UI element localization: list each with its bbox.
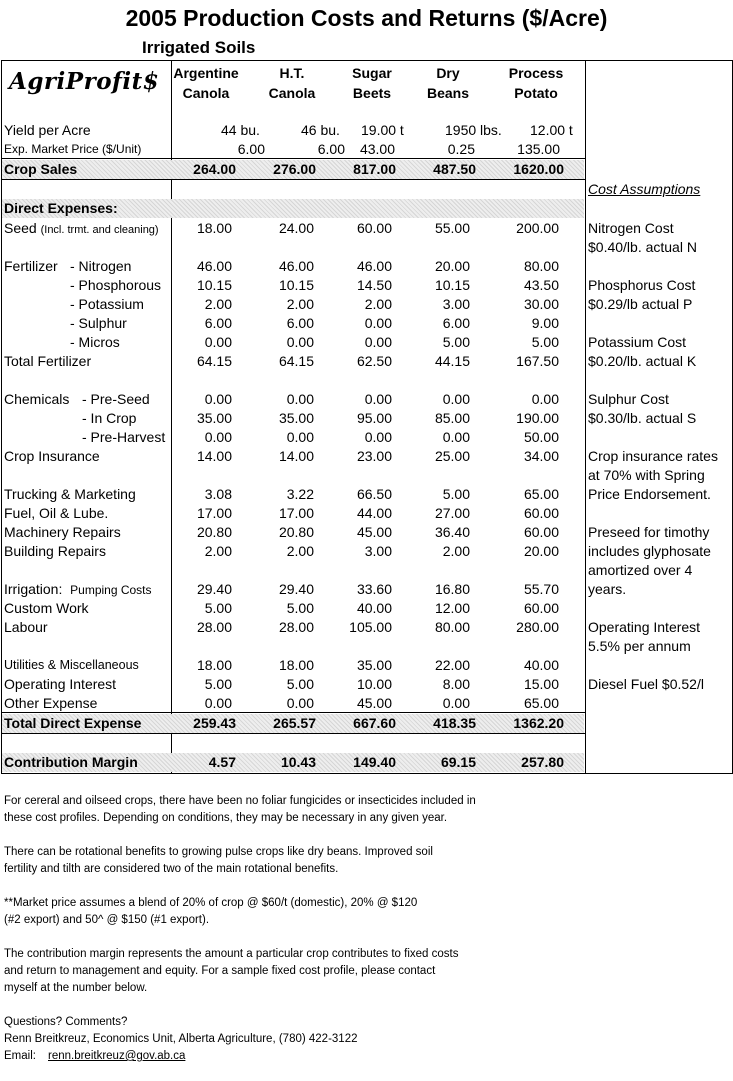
page-subtitle: Irrigated Soils [142,38,256,57]
email-link[interactable]: renn.breitkreuz@gov.ab.ca [48,1050,186,1062]
table-row-fertilizer: - Potassium 2.00 2.00 2.00 3.00 30.00 [70,296,559,312]
table-row-total-direct-expense: Total Direct Expense 259.43 265.57 667.60 418.35 1362.20 [4,715,564,731]
footnote-line: The contribution margin represents the amount a particular crop contributes to fixed costs [4,948,459,960]
table-row-fertilizer: - Micros 0.00 0.00 0.00 5.00 5.00 [70,334,559,350]
assumption-line: $0.29/lb actual P [588,296,693,312]
table-row-operating-interest: Operating Interest 5.00 5.00 10.00 8.00 15.00 [4,676,559,692]
assumption-line: Operating Interest [588,619,701,635]
column-header-ht-canola: H.T. Canola [268,65,316,101]
price-underline [1,158,586,159]
column-header-sugar-beets: Sugar Beets [352,65,392,101]
footnote-line: Email: [4,1050,36,1062]
table-row-crop-sales: Crop Sales 264.00 276.00 817.00 487.50 1620.00 [4,161,564,177]
table-row-market-price: Exp. Market Price ($/Unit) 6.00 6.00 43.00 0.25 135.00 [4,141,560,157]
cost-assumptions-heading: Cost Assumptions [588,181,701,197]
assumption-line: Preseed for timothy [588,524,710,540]
footnote-line: For cereral and oilseed crops, there have been no foliar fungicides or insecticides included in [4,795,476,807]
table-row-fertilizer: - Nitrogen 46.00 46.00 46.00 20.00 80.00 [70,258,559,274]
table-row-expense: Building Repairs 2.00 2.00 3.00 2.00 20.00 [4,543,559,559]
table-row-utilities: Utilities & Miscellaneous 18.00 18.00 35.00 22.00 40.00 [4,657,559,673]
table-row-expense: Machinery Repairs 20.80 20.80 45.00 36.40 60.00 [4,524,559,540]
chemicals-label: Chemicals [4,391,70,407]
column-header-dry-beans: Dry Beans [426,65,470,101]
assumption-line: 5.5% per annum [588,638,691,654]
table-row-expense: Fuel, Oil & Lube. 17.00 17.00 44.00 27.00 60.00 [4,505,559,521]
table-row-other-expense: Other Expense 0.00 0.00 45.00 0.00 65.00 [4,695,559,711]
footnote-line: Questions? Comments? [4,1016,128,1028]
assumption-line: amortized over 4 [588,562,693,578]
footnote-line: these cost profiles. Depending on conditions, they may be necessary in any given year. [4,812,448,824]
table-row-seed: Seed (Incl. trmt. and cleaning) 18.00 24.00 60.00 55.00 200.00 [4,220,559,236]
assumption-line: $0.40/lb. actual N [588,239,697,255]
table-row-irrigation: Irrigation: Pumping Costs 29.40 29.40 33.60 16.80 55.70 [4,581,559,597]
assumption-line: Price Endorsement. [588,486,711,502]
assumption-line: Potassium Cost [588,334,687,350]
footnote-line: myself at the number below. [4,982,148,994]
table-bottom-border [1,773,733,774]
footnote-line: **Market price assumes a blend of 20% of crop @ $60/t (domestic), 20% @ $120 [4,897,418,909]
assumption-line: $0.30/lb. actual S [588,410,697,426]
table-row-expense: Crop Insurance 14.00 14.00 23.00 25.00 34.00 [4,448,559,464]
assumption-line: years. [588,581,627,597]
crop-sales-underline [1,179,586,180]
footnote-line: and return to management and equity. For a sample fixed cost profile, please contact [4,965,436,977]
assumption-line: Phosphorus Cost [588,277,696,293]
table-row-expense: Trucking & Marketing 3.08 3.22 66.50 5.00 65.00 [4,486,559,502]
table-row-chemical: - Pre-Seed 0.00 0.00 0.00 0.00 0.00 [82,391,559,407]
table-row-custom-work: Custom Work 5.00 5.00 40.00 12.00 60.00 [4,600,559,616]
table-row-chemical: - Pre-Harvest 0.00 0.00 0.00 0.00 50.00 [82,429,559,445]
table-row-total-fertilizer: Total Fertilizer 64.15 64.15 62.50 44.15 167.50 [4,353,559,369]
agriprofit-logo: AgriProfit$ [9,68,160,95]
table-row-yield: Yield per Acre 44 bu. 46 bu. 19.00 t 1950 lbs. 12.00 t [4,122,573,138]
footnote-line: There can be rotational benefits to growing pulse crops like dry beans. Improved soil [4,846,433,858]
assumption-line: Sulphur Cost [588,391,669,407]
footnote-line: Renn Breitkreuz, Economics Unit, Alberta Agriculture, (780) 422-3122 [4,1033,358,1045]
page-title: 2005 Production Costs and Returns ($/Acre) [125,5,608,31]
assumption-line: Diesel Fuel $0.52/l [588,676,704,692]
table-row-contribution-margin: Contribution Margin 4.57 10.43 149.40 69.15 257.80 [4,754,564,770]
assumption-line: $0.20/lb. actual K [588,353,697,369]
assumption-line: Crop insurance rates [588,448,718,464]
total-direct-underline [1,733,586,734]
table-row-labour: Labour 28.00 28.00 105.00 80.00 280.00 [4,619,559,635]
fertilizer-label: Fertilizer [4,258,58,274]
column-header-process-potato: Process Potato [508,65,564,101]
assumption-line: Nitrogen Cost [588,220,674,236]
footnote-line: fertility and tilth are considered two of the main rotational benefits. [4,863,339,875]
assumption-line: includes glyphosate [588,543,711,559]
column-divider-notes [585,60,586,773]
footnote-line: (#2 export) and 50^ @ $150 (#1 export). [4,914,210,926]
total-direct-topline [1,712,586,713]
table-row-fertilizer: - Sulphur 6.00 6.00 0.00 6.00 9.00 [70,315,559,331]
table-row-chemical: - In Crop 35.00 35.00 95.00 85.00 190.00 [82,410,559,426]
assumption-line: at 70% with Spring [588,467,705,483]
table-top-border [1,60,733,61]
column-header-argentine-canola: Argentine Canola [173,65,239,101]
table-row-fertilizer: - Phosphorous 10.15 10.15 14.50 10.15 43.50 [70,277,559,293]
